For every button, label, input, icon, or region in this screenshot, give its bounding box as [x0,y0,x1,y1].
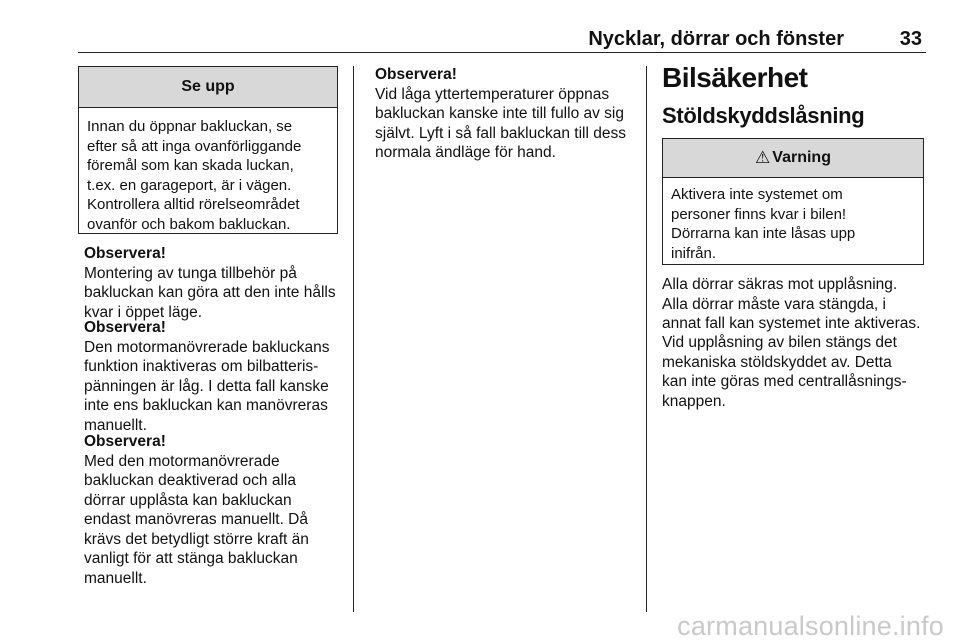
text-line: föremål som kan skada luckan, [87,157,294,174]
note-title: Observera! [375,66,457,83]
page-header-title: Nycklar, dörrar och fönster [588,28,844,50]
text-line: Med den motormanövrerade [84,452,280,470]
text-line: dörrar upplåsta kan bakluckan [84,491,292,509]
warning-box [662,138,924,265]
column-divider-left [353,66,354,612]
text-line: krävs det betydligt större kraft än [84,530,309,548]
text-line: kan inte göras med centrallåsnings‐ [662,373,907,390]
text-line: inte ens bakluckan kan manövreras [84,397,328,414]
text-line: t.ex. en garageport, är i vägen. [87,176,292,194]
text-line: Dörrarna kan inte låsas upp [671,225,856,242]
warning-box-text [663,178,923,263]
text-line: Vid låga yttertemperaturer öppnas [375,85,610,103]
note-title: Observera! [84,245,166,262]
site-watermark: carmanualsonline.info [677,611,944,641]
caution-box-text [79,108,337,234]
note-block [84,244,352,322]
page-number: 33 [899,28,922,50]
text-line: vanligt för att stänga bakluckan [84,550,298,567]
text-line: personer finns kvar i bilen! [671,205,847,223]
text-line: Innan du öppnar bakluckan, se [87,118,293,135]
text-line: annat fall kan systemet inte aktiveras. [662,315,921,332]
text-line: Aktivera inte systemet om [671,186,843,203]
text-line: mekaniska stöldskyddet av. Detta [662,353,892,371]
text-line: manuellt. [84,569,147,587]
note-block [84,432,352,588]
text-line: efter så att inga ovanförliggande [87,137,302,155]
text-line: Kontrollera alltid rörelseområdet [87,196,300,213]
text-line: ovanför och bakom bakluckan. [87,215,291,233]
paragraph [662,275,952,334]
text-line: funktion inaktiveras om bilbatteris‐ [84,358,319,375]
text-line: bakluckan deaktiverad och alla [84,472,296,489]
text-line: pänningen är låg. I detta fall kanske [84,377,329,395]
caution-box-title: Se upp [79,67,337,108]
warning-box-header [663,139,923,178]
text-line: Vid upplåsning av bilen stängs det [662,334,897,351]
note-title: Observera! [84,433,166,450]
note-title: Observera! [84,319,166,336]
text-line: bakluckan kanske inte till fullo av sig [375,105,624,122]
warning-triangle-icon: ⚠ [755,148,771,167]
paragraph [662,333,952,411]
text-line: normala ändläge för hand. [375,144,556,161]
note-block [375,65,645,163]
text-line: endast manövreras manuellt. Då [84,511,309,528]
text-line: kvar i öppet läge. [84,303,203,321]
note-block [84,318,352,435]
text-line: självt. Lyft i så fall bakluckan till dess [375,124,626,142]
text-line: Alla dörrar måste vara stängda, i [662,295,886,313]
section-heading: Bilsäkerhet [662,62,808,93]
column-divider-right [646,66,647,612]
subsection-heading: Stöldskyddslåsning [662,103,865,128]
caution-box [78,66,338,234]
text-line: bakluckan kan göra att den inte hålls [84,284,336,301]
text-line: Montering av tunga tillbehör på [84,264,297,282]
text-line: Alla dörrar säkras mot upplåsning. [662,276,898,293]
text-line: manuellt. [84,416,147,434]
warning-box-title: Varning [772,149,831,166]
text-line: inifrån. [671,244,717,262]
text-line: Den motormanövrerade bakluckans [84,338,330,356]
header-divider [78,52,926,53]
text-line: knappen. [662,392,726,410]
